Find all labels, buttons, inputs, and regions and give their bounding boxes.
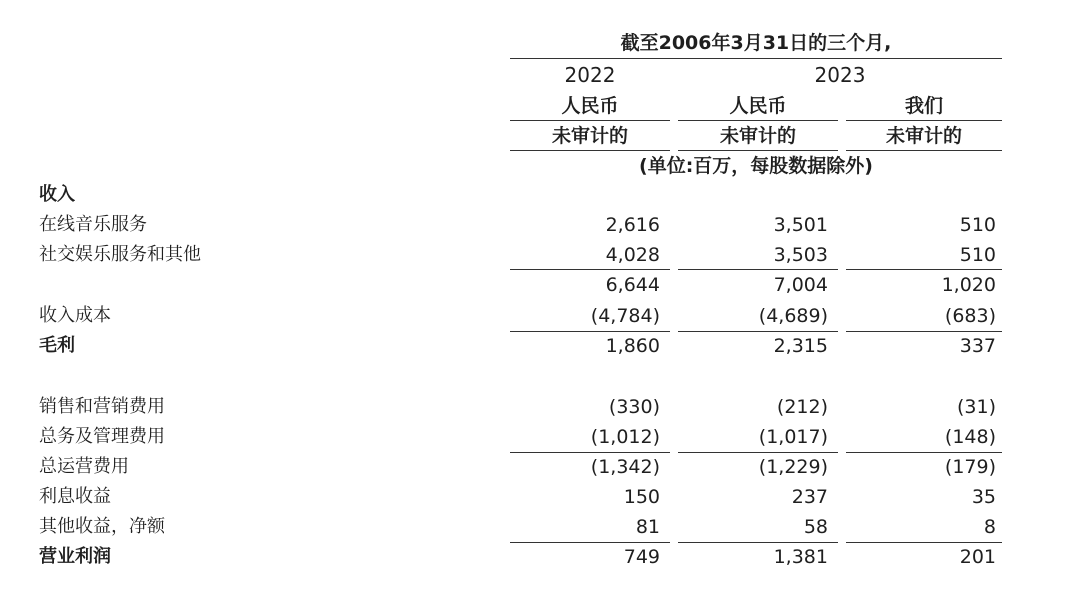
row-total-revenue-2022: 6,644 bbox=[605, 274, 660, 296]
gross-rule-col2 bbox=[678, 331, 838, 332]
row-gross-profit-2023-usd: 337 bbox=[959, 335, 996, 357]
subtotal-rule-col3 bbox=[846, 269, 1002, 270]
currency-rule-col3 bbox=[846, 120, 1002, 121]
row-ga-2023-rmb: (1,017) bbox=[758, 426, 828, 448]
currency-col2: 人民币 bbox=[729, 95, 787, 117]
currency-col3: 我们 bbox=[904, 95, 943, 117]
row-interest-2022: 150 bbox=[623, 486, 660, 508]
row-online-music-2023-rmb: 3,501 bbox=[773, 214, 828, 236]
row-online-music-2022: 2,616 bbox=[605, 214, 660, 236]
row-selling-label: 销售和营销费用 bbox=[39, 396, 165, 417]
period-heading: 截至2006年3月31日的三个月, bbox=[620, 32, 892, 54]
audit-col3: 未审计的 bbox=[885, 125, 962, 147]
row-total-opex-2023-rmb: (1,229) bbox=[758, 456, 828, 478]
row-gross-profit-label: 毛利 bbox=[39, 335, 75, 356]
row-cost-2022: (4,784) bbox=[590, 305, 660, 327]
row-online-music-label: 在线音乐服务 bbox=[39, 214, 147, 235]
op-profit-rule-col1 bbox=[510, 542, 670, 543]
year-2023: 2023 bbox=[814, 63, 866, 87]
row-operating-profit-2022: 749 bbox=[623, 546, 660, 568]
currency-col1: 人民币 bbox=[561, 95, 619, 117]
row-total-revenue-2023-usd: 1,020 bbox=[941, 274, 996, 296]
row-cost-label: 收入成本 bbox=[39, 305, 111, 326]
audit-col2: 未审计的 bbox=[719, 125, 796, 147]
row-other-income-2023-usd: 8 bbox=[983, 516, 996, 538]
op-profit-rule-col3 bbox=[846, 542, 1002, 543]
row-interest-2023-rmb: 237 bbox=[791, 486, 828, 508]
opex-rule-col2 bbox=[678, 452, 838, 453]
row-selling-2023-rmb: (212) bbox=[776, 396, 828, 418]
row-gross-profit-2023-rmb: 2,315 bbox=[773, 335, 828, 357]
opex-rule-col1 bbox=[510, 452, 670, 453]
subtotal-rule-col1 bbox=[510, 269, 670, 270]
row-selling-2023-usd: (31) bbox=[956, 396, 996, 418]
row-total-revenue-2023-rmb: 7,004 bbox=[773, 274, 828, 296]
audit-rule-col3 bbox=[846, 150, 1002, 151]
row-ga-2022: (1,012) bbox=[590, 426, 660, 448]
row-online-music-2023-usd: 510 bbox=[959, 214, 996, 236]
currency-rule-col1 bbox=[510, 120, 670, 121]
row-cost-2023-rmb: (4,689) bbox=[758, 305, 828, 327]
row-other-income-2022: 81 bbox=[635, 516, 660, 538]
op-profit-rule-col2 bbox=[678, 542, 838, 543]
row-operating-profit-label: 营业利润 bbox=[39, 546, 111, 567]
year-2022: 2022 bbox=[564, 63, 616, 87]
row-cost-2023-usd: (683) bbox=[944, 305, 996, 327]
row-interest-2023-usd: 35 bbox=[971, 486, 996, 508]
gross-rule-col3 bbox=[846, 331, 1002, 332]
row-gross-profit-2022: 1,860 bbox=[605, 335, 660, 357]
header-rule bbox=[510, 58, 1002, 59]
audit-rule-col2 bbox=[678, 150, 838, 151]
subtotal-rule-col2 bbox=[678, 269, 838, 270]
row-social-2022: 4,028 bbox=[605, 244, 660, 266]
row-ga-label: 总务及管理费用 bbox=[39, 426, 165, 447]
audit-rule-col1 bbox=[510, 150, 670, 151]
row-total-opex-label: 总运营费用 bbox=[39, 456, 129, 477]
row-other-income-2023-rmb: 58 bbox=[803, 516, 828, 538]
row-selling-2022: (330) bbox=[608, 396, 660, 418]
opex-rule-col3 bbox=[846, 452, 1002, 453]
row-operating-profit-2023-rmb: 1,381 bbox=[773, 546, 828, 568]
row-total-opex-2022: (1,342) bbox=[590, 456, 660, 478]
row-operating-profit-2023-usd: 201 bbox=[959, 546, 996, 568]
audit-col1: 未审计的 bbox=[551, 125, 628, 147]
currency-rule-col2 bbox=[678, 120, 838, 121]
row-social-2023-usd: 510 bbox=[959, 244, 996, 266]
row-revenue-label: 收入 bbox=[39, 184, 75, 205]
row-other-income-label: 其他收益，净额 bbox=[39, 516, 165, 537]
unit-note: (单位:百万，每股数据除外) bbox=[639, 155, 873, 177]
row-social-label: 社交娱乐服务和其他 bbox=[39, 244, 201, 265]
gross-rule-col1 bbox=[510, 331, 670, 332]
row-total-opex-2023-usd: (179) bbox=[944, 456, 996, 478]
row-ga-2023-usd: (148) bbox=[944, 426, 996, 448]
row-interest-label: 利息收益 bbox=[39, 486, 111, 507]
row-social-2023-rmb: 3,503 bbox=[773, 244, 828, 266]
